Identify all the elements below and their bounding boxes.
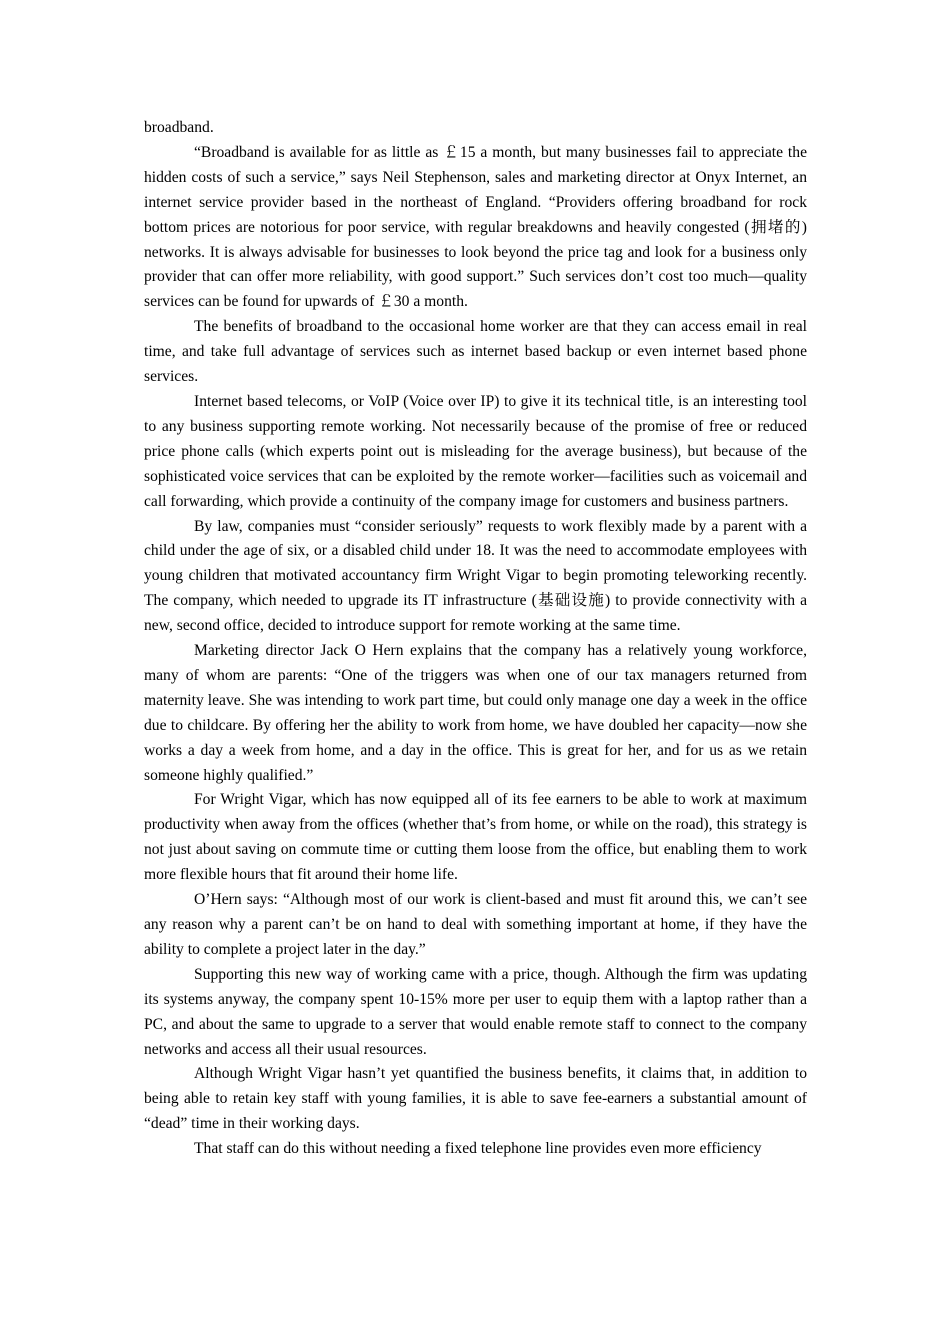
paragraph-continuation: broadband. bbox=[144, 119, 214, 136]
paragraph-ohern-quote: O’Hern says: “Although most of our work is client-based and must fit around this, we can’t see any reason why a parent can’t be on hand to deal with something important at home, if they have the ability to complete a project later in the day.” bbox=[144, 891, 807, 958]
paragraph-benefits: Although Wright Vigar hasn’t yet quantified the business benefits, it claims that, in addition to being able to retain key staff with young families, it is able to save fee-earners a substantial amount of “dead” time in their working days. bbox=[144, 1065, 807, 1133]
paragraph-home-worker-benefits: The benefits of broadband to the occasional home worker are that they can access email in real time, and take full advantage of services such as internet based backup or even internet based phone services. bbox=[144, 318, 807, 386]
paragraph-telephone-line: That staff can do this without needing a fixed telephone line provides even more efficiency bbox=[194, 1140, 762, 1158]
paragraph-marketing-director: Marketing director Jack O Hern explains that the company has a relatively young workforce, many of whom are parents: “One of the triggers was when one of our tax managers returned from maternity leave. She was intending to work part time, but could only manage one day a week in the office due to childcare. By offering her the ability to work from home, we have doubled her capacity—now she works a day a week from home, and a day in the office. This is great for her, and for us as we retain someone highly qualified.” bbox=[144, 642, 807, 784]
article-body bbox=[144, 116, 807, 1162]
paragraph-cost: Supporting this new way of working came with a price, though. Although the firm was updating its systems anyway, the company spent 10-15% more per user to equip them with a laptop rather than a PC, and about the same to upgrade to a server that would enable remote staff to connect to the company networks and access all their usual resources. bbox=[144, 965, 807, 1058]
paragraph-flexible-work-law: By law, companies must “consider seriously” requests to work flexibly made by a parent with a child under the age of six, or a disabled child under 18. It was the need to accommodate employees with young children that motivated accountancy firm Wright Vigar to begin promoting teleworking recently. The company, which needed to upgrade its IT infrastructure (基础设施) to provide connectivity with a new, second office, decided to introduce support for remote working at the same time. bbox=[144, 517, 807, 635]
paragraph-voip: Internet based telecoms, or VoIP (Voice over IP) to give it its technical title, is an interesting tool to any business supporting remote working. Not necessarily because of the promise of free or reduced price phone calls (which experts point out is misleading for the average business), but because of the sophisticated voice services that can be exploited by the remote worker—facilities such as voicemail and call forwarding, which provide a continuity of the company image for customers and business partners. bbox=[144, 392, 807, 510]
paragraph-broadband-costs: “Broadband is available for as little as ￡15 a month, but many businesses fail to appreciate the hidden costs of such a service,” says Neil Stephenson, sales and marketing director at Onyx Internet, an internet service provider based in the northeast of England. “Providers offering broadband for rock bottom prices are notorious for poor service, with regular breakdowns and heavily congested (拥堵的) networks. It is always advisable for businesses to look beyond the price tag and look for a business only provider that can offer more reliability, with good support.” Such services don’t cost too much—quality services can be found for upwards of ￡30 a month. bbox=[144, 143, 807, 311]
paragraph-wright-vigar-strategy: For Wright Vigar, which has now equipped all of its fee earners to be able to work at maximum productivity when away from the offices (whether that’s from home, or while on the road), this strategy is not just about saving on commute time or cutting them loose from the office, but enabling them to work more flexible hours that fit around their home life. bbox=[144, 791, 807, 884]
